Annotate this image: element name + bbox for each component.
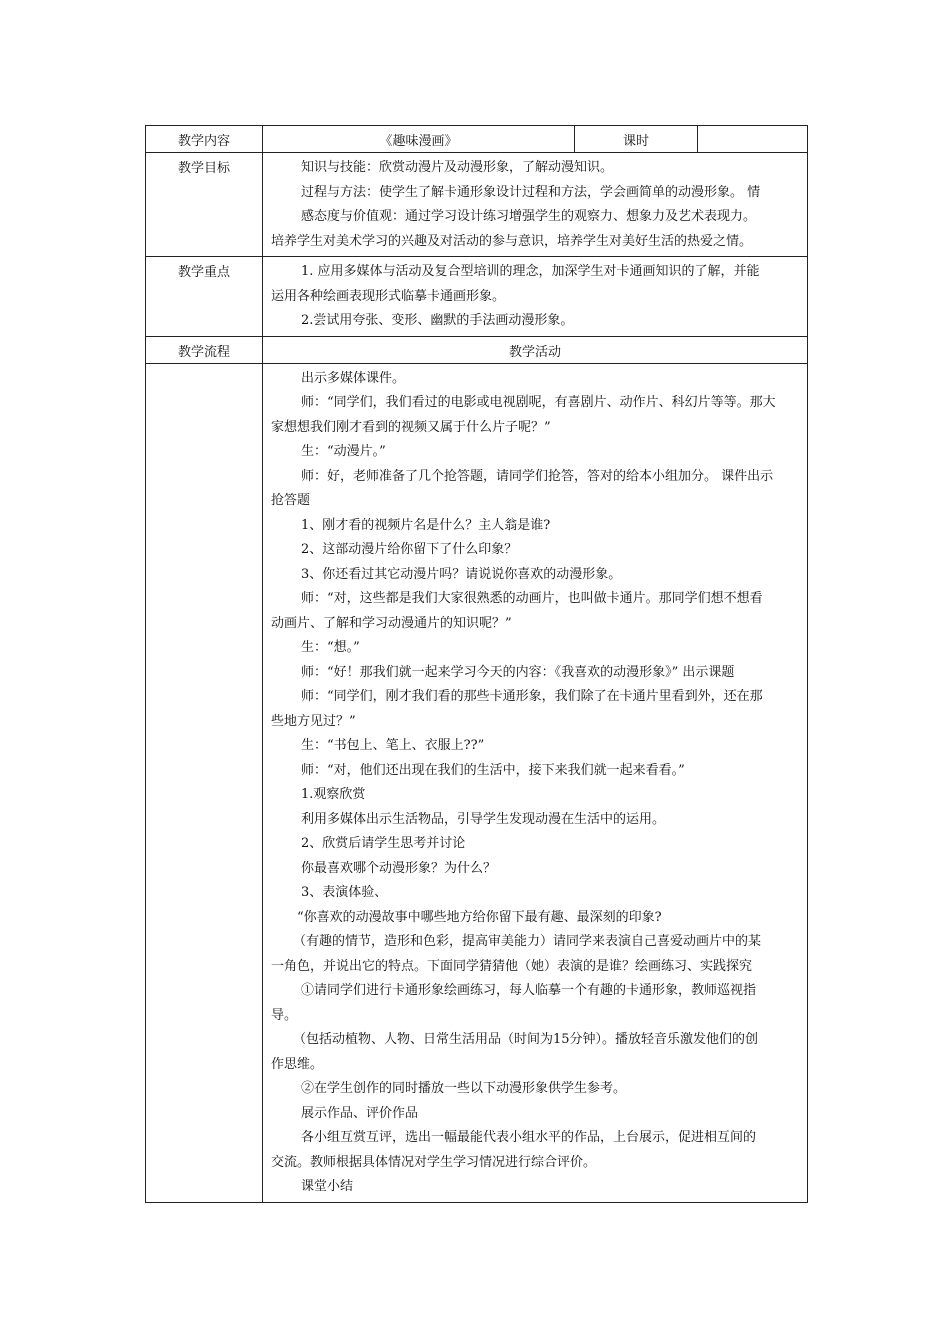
flow-line: 一角色，并说出它的特点。下面同学猜猜他（她）表演的是谁？绘画练习、实践探究 <box>271 958 753 974</box>
lesson-plan-table <box>145 125 808 1203</box>
hours-value <box>698 126 808 153</box>
goal-line: 感态度与价值观：通过学习设计练习增强学生的观察力、想象力及艺术表现力。 <box>301 209 757 224</box>
keypoints-label: 教学重点 <box>146 257 263 337</box>
flow-line: 师：“对，这些都是我们大家很熟悉的动画片，也叫做卡通片。那同学们想不想看 <box>301 591 763 606</box>
flow-line: 各小组互赏互评，选出一幅最能代表小组水平的作品，上台展示，促进相互间的 <box>301 1130 757 1145</box>
flow-line: 生：“书包上、笔上、衣服上??” <box>301 738 485 753</box>
flow-line: 生：“动漫片。” <box>301 444 386 459</box>
flow-line: 生：“想。” <box>301 640 360 655</box>
lesson-plan-sheet <box>145 125 807 1203</box>
goals-content <box>263 153 808 257</box>
flow-line: 3、你还看过其它动漫片吗？请说说你喜欢的动漫形象。 <box>301 566 622 582</box>
flow-line: 利用多媒体出示生活物品，引导学生发现动漫在生活中的运用。 <box>301 811 666 827</box>
keypoint-line: 2.尝试用夸张、变形、幽默的手法画动漫形象。 <box>301 313 574 328</box>
lesson-title: 《趣味漫画》 <box>263 126 575 153</box>
flow-line: “你喜欢的动漫故事中哪些地方给你留下最有趣、最深刻的印象? <box>297 909 662 925</box>
flow-line: 抢答题 <box>271 493 311 508</box>
flow-line: 1、刚才看的视频片名是什么？主人翁是谁? <box>301 517 551 533</box>
flow-line: 师：“好！那我们就一起来学习今天的内容：《我喜欢的动漫形象》” 出示课题 <box>301 664 735 680</box>
goal-line: 知识与技能：欣赏动漫片及动漫形象，了解动漫知识。 <box>301 160 614 175</box>
flow-line: ①请同学们进行卡通形象绘画练习，每人临摹一个有趣的卡通形象，教师巡视指 <box>301 983 757 998</box>
flow-line: 2、这部动漫片给你留下了什么印象？ <box>301 542 518 557</box>
flow-line: 动画片、了解和学习动漫通片的知识呢？” <box>271 615 512 631</box>
flow-line: 师：“对，他们还出现在我们的生活中，接下来我们就一起来看看。” <box>301 762 685 778</box>
flow-line: ②在学生创作的同时播放一些以下动漫形象供学生参考。 <box>301 1081 627 1096</box>
hours-label: 课时 <box>575 126 698 153</box>
flow-line: 展示作品、评价作品 <box>301 1105 419 1121</box>
flow-header-row <box>146 336 808 363</box>
goals-label: 教学目标 <box>146 153 263 257</box>
keypoint-line: 运用各种绘画表现形式临摹卡通画形象。 <box>271 288 506 304</box>
flow-line: 2、欣赏后请学生思考并讨论 <box>301 836 466 851</box>
flow-line: 3、表演体验、 <box>301 885 388 900</box>
flow-line: 你最喜欢哪个动漫形象？为什么？ <box>301 860 497 876</box>
flow-line: 导。 <box>271 1007 298 1023</box>
activity-label: 教学活动 <box>263 336 808 363</box>
flow-line: 课堂小结 <box>301 1179 354 1194</box>
keypoints-content <box>263 257 808 337</box>
header-row <box>146 126 808 153</box>
flow-line: 师：“同学们，刚才我们看的那些卡通形象，我们除了在卡通片里看到外，还在那 <box>301 689 763 704</box>
content-label: 教学内容 <box>146 126 263 153</box>
flow-line: 师：好，老师准备了几个抢答题，请同学们抢答，答对的给本小组加分。 课件出示 <box>301 468 774 484</box>
flow-line: 交流。教师根据具体情况对学生学习情况进行综合评价。 <box>271 1154 597 1170</box>
flow-line: 些地方见过？” <box>271 713 356 729</box>
flow-label: 教学流程 <box>146 336 263 363</box>
flow-line: 出示多媒体课件。 <box>301 370 406 386</box>
flow-line: 师：“同学们，我们看过的电影或电视剧呢，有喜剧片、动作片、科幻片等等。那大 <box>301 395 776 410</box>
keypoints-row <box>146 257 808 337</box>
flow-line: （有趣的情节，造形和色彩，提高审美能力）请同学来表演自己喜爱动画片中的某 <box>293 934 762 949</box>
keypoint-line: 1. 应用多媒体与活动及复合型培训的理念，加深学生对卡通画知识的了解，并能 <box>301 264 760 279</box>
flow-line: 1.观察欣赏 <box>301 787 366 802</box>
goals-row <box>146 153 808 257</box>
goal-line: 培养学生对美术学习的兴趣及对活动的参与意识，培养学生对美好生活的热爱之情。 <box>271 233 753 249</box>
flow-line: （包括动植物、人物、日常生活用品（时间为15分钟）。播放轻音乐激发他们的创 <box>293 1032 759 1047</box>
flow-content <box>263 363 808 1202</box>
flow-left-cell <box>146 363 263 1202</box>
flow-line: 作思维。 <box>271 1056 324 1072</box>
goal-line: 过程与方法：使学生了解卡通形象设计过程和方法，学会画简单的动漫形象。 情 <box>301 184 761 200</box>
flow-line: 家想想我们刚才看到的视频又属于什么片子呢？” <box>271 419 551 435</box>
flow-body-row <box>146 363 808 1202</box>
